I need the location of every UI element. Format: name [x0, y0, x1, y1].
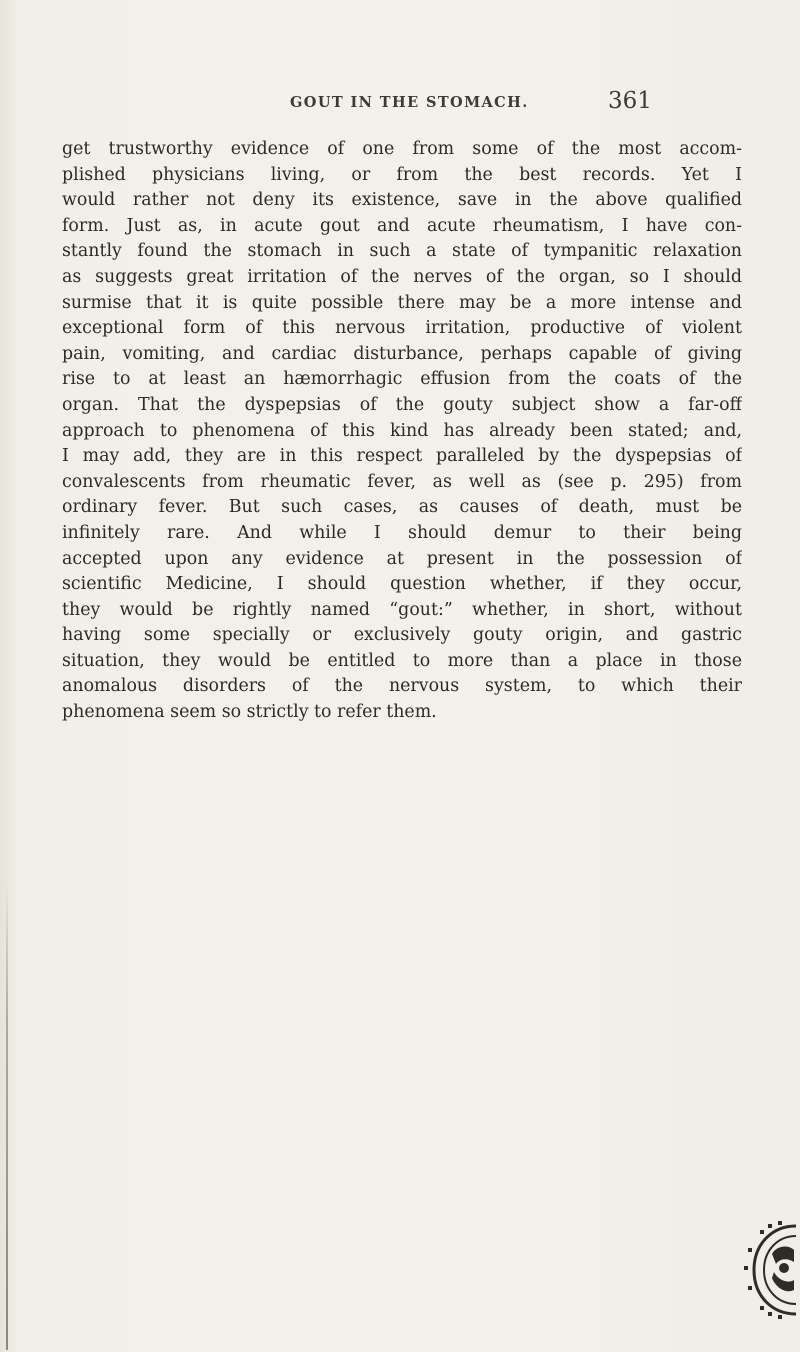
text-line: organ. That the dyspepsias of the gouty subject show a far-off: [62, 394, 742, 415]
text-line: accepted upon any evidence at present in the possession of: [62, 548, 742, 569]
text-line: having some specially or exclusively gouty origin, and gastric: [62, 625, 742, 646]
text-line: infinitely rare. And while I should demur to their being: [62, 522, 742, 543]
text-line: rise to at least an hæmorrhagic effusion from the coats of the: [62, 369, 742, 390]
text-line: plished physicians living, or from the best records. Yet I: [62, 164, 742, 185]
text-line: get trustworthy evidence of one from some of the most accom-: [62, 139, 742, 159]
text-line: convalescents from rheumatic fever, as well as (see p. 295) from: [62, 471, 742, 492]
text-line: ordinary fever. But such cases, as causes of death, must be: [62, 497, 742, 518]
text-line: they would be rightly named “gout:” whether, in short, without: [62, 599, 742, 620]
library-stamp-icon: [732, 1218, 796, 1322]
text-line: approach to phenomena of this kind has already been stated; and,: [62, 420, 742, 441]
text-line: as suggests great irritation of the nerves of the organ, so I should: [62, 266, 742, 287]
text-line: form. Just as, in acute gout and acute rheumatism, I have con-: [62, 215, 742, 236]
text-line: surmise that it is quite possible there may be a more intense and: [62, 292, 742, 313]
text-line: I may add, they are in this respect paralleled by the dyspepsias of: [62, 446, 742, 467]
text-line: anomalous disorders of the nervous system, to which their: [62, 676, 742, 697]
text-line: scientific Medicine, I should question whether, if they occur,: [62, 574, 742, 595]
text-line: pain, vomiting, and cardiac disturbance, perhaps capable of giving: [62, 343, 742, 364]
text-line: situation, they would be entitled to more than a place in those: [62, 650, 742, 671]
running-head-title: GOUT IN THE STOMACH.: [290, 94, 529, 111]
page-number: 361: [608, 88, 652, 114]
text-line-last: phenomena seem so strictly to refer them.: [62, 702, 437, 723]
page-gutter-shadow: [6, 880, 8, 1350]
running-head: [0, 88, 800, 116]
text-line: would rather not deny its existence, save in the above qualified: [62, 190, 742, 211]
body-paragraph: [62, 137, 742, 726]
text-line: exceptional form of this nervous irritation, productive of violent: [62, 318, 742, 339]
text-line: stantly found the stomach in such a state of tympanitic relaxation: [62, 241, 742, 262]
